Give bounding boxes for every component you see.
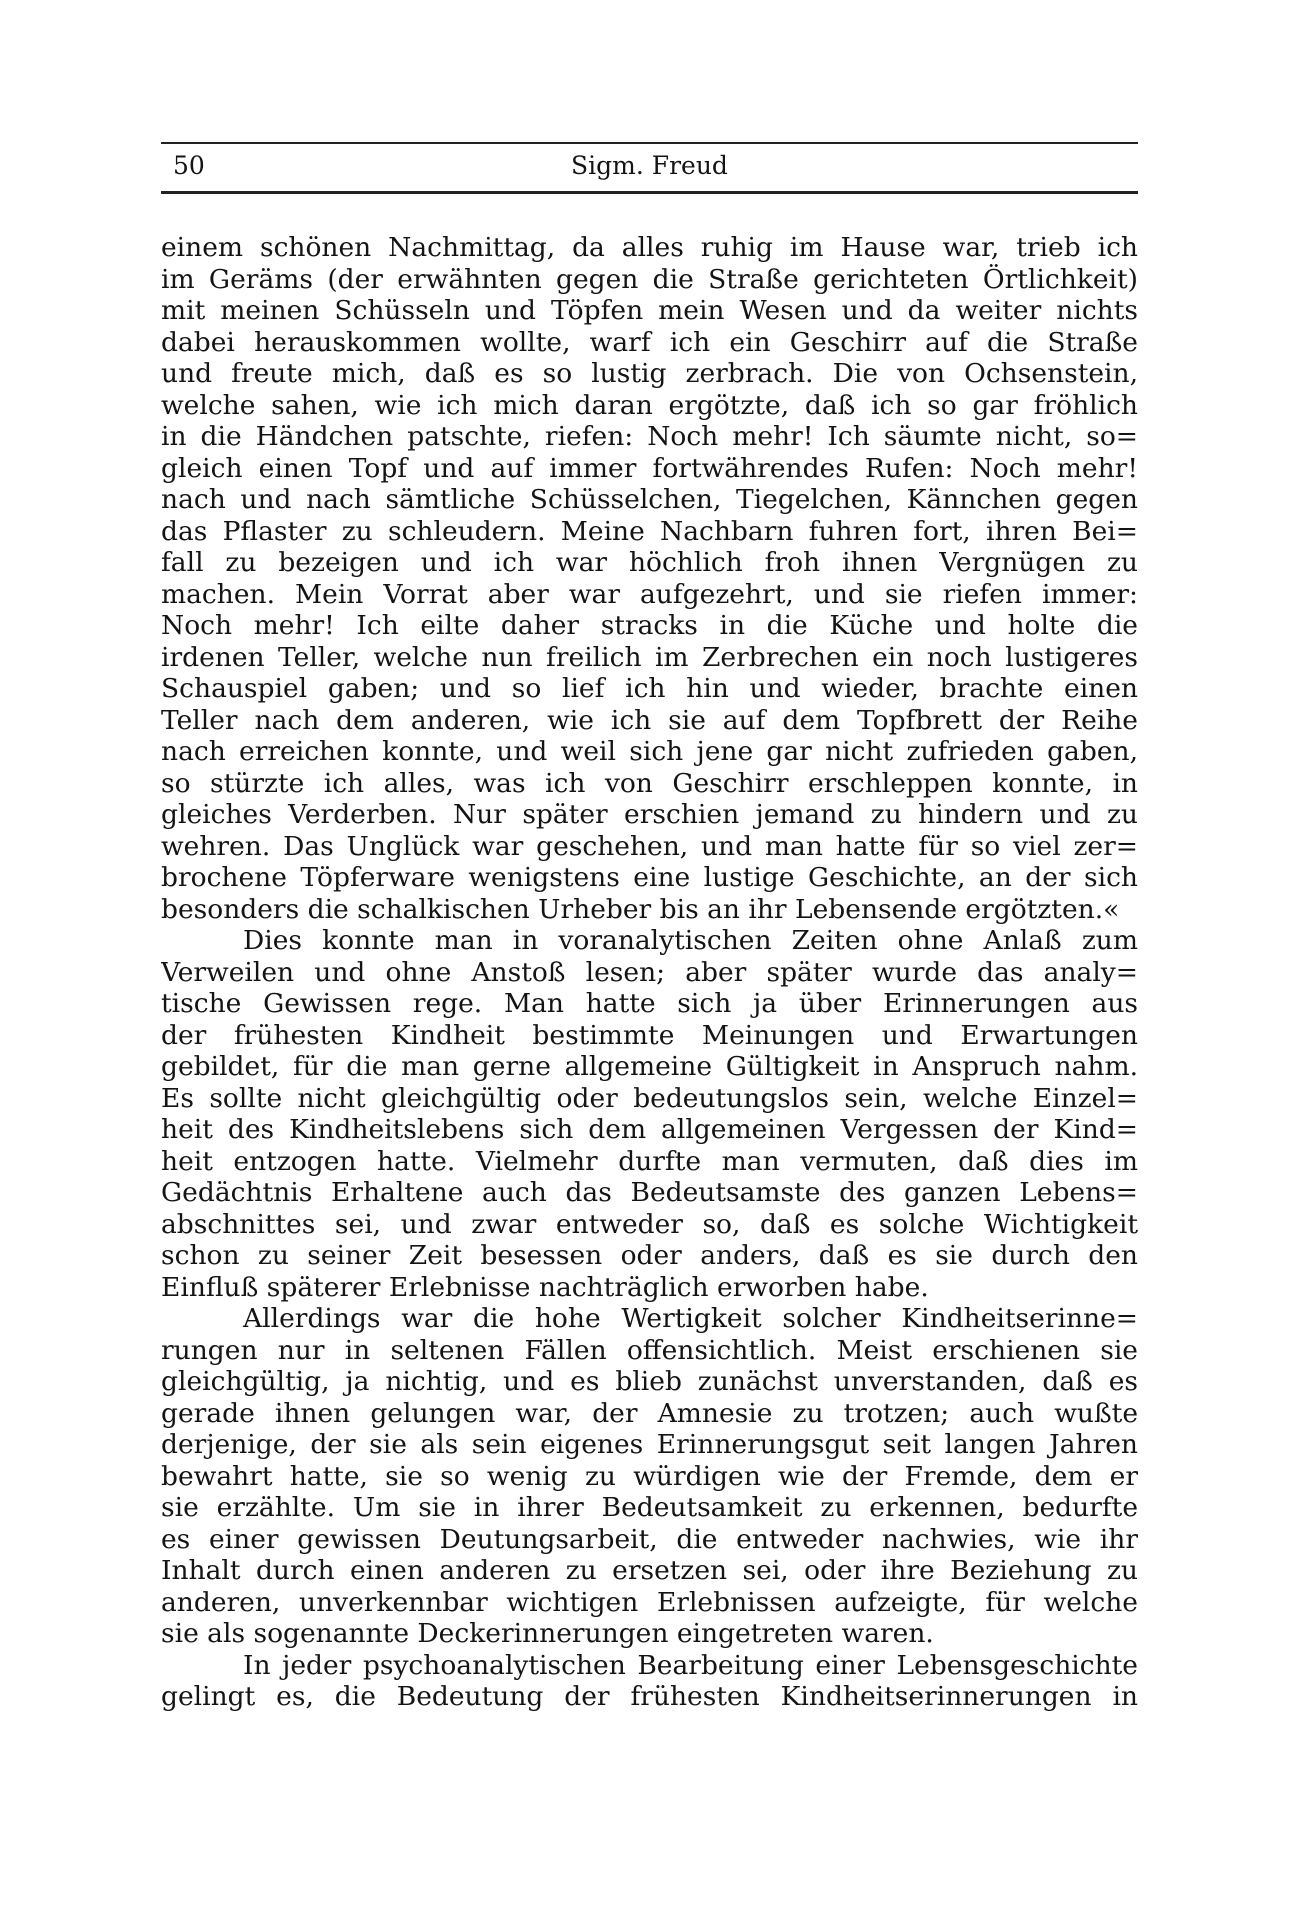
text-line: Schauspiel gaben; und so lief ich hin und wieder, brachte einen — [161, 673, 1138, 704]
text-line: sie als sogenannte Deckerinnerungen eingetreten waren. — [161, 1618, 934, 1649]
text-line: Es sollte nicht gleichgültig oder bedeutungslos sein, welche Einzel= — [161, 1082, 1138, 1114]
text-line: Noch mehr! Ich eilte daher stracks in die Küche und holte die — [161, 610, 1138, 641]
page-number: 50 — [173, 151, 205, 180]
text-line: Dies konnte man in voranalytischen Zeiten ohne Anlaß zum — [243, 925, 1138, 956]
text-line: brochene Töpferware wenigstens eine lustige Geschichte, an der sich — [161, 862, 1138, 893]
text-line: in die Händchen patschte, riefen: Noch mehr! Ich säumte nicht, so= — [161, 421, 1138, 452]
text-line: wehren. Das Unglück war geschehen, und man hatte für so viel zer= — [161, 830, 1138, 862]
text-line: nach und nach sämtliche Schüsselchen, Tiegelchen, Kännchen gegen — [161, 484, 1138, 515]
text-line: der frühesten Kindheit bestimmte Meinungen und Erwartungen — [161, 1019, 1138, 1051]
text-line: heit entzogen hatte. Vielmehr durfte man vermuten, daß dies im — [161, 1145, 1138, 1177]
text-line: besonders die schalkischen Urheber bis an ihr Lebensende ergötzten.« — [161, 893, 1120, 925]
text-line: im Geräms (der erwähnten gegen die Straße gerichteten Örtlichkeit) — [161, 263, 1138, 295]
text-line: anderen, unverkennbar wichtigen Erlebnissen aufzeigte, für welche — [161, 1586, 1138, 1618]
text-line: Gedächtnis Erhaltene auch das Bedeutsamste des ganzen Lebens= — [161, 1177, 1138, 1208]
text-line: welche sahen, wie ich mich daran ergötzte, daß ich so gar fröhlich — [161, 389, 1138, 421]
text-line: sie erzählte. Um sie in ihrer Bedeutsamkeit zu erkennen, bedurfte — [161, 1492, 1138, 1523]
text-line: gleich einen Topf und auf immer fortwährendes Rufen: Noch mehr! — [161, 452, 1138, 484]
text-line: Inhalt durch einen anderen zu ersetzen sei, oder ihre Beziehung zu — [161, 1555, 1138, 1586]
text-line: das Pflaster zu schleudern. Meine Nachbarn fuhren fort, ihren Bei= — [161, 515, 1138, 547]
text-line: schon zu seiner Zeit besessen oder anders, daß es sie durch den — [161, 1240, 1138, 1271]
text-line: gleichgültig, ja nichtig, und es blieb zunächst unverstanden, daß es — [161, 1366, 1138, 1397]
text-line: mit meinen Schüsseln und Töpfen mein Wesen und da weiter nichts — [161, 295, 1138, 326]
text-line: Einfluß späterer Erlebnisse nachträglich erworben habe. — [161, 1271, 929, 1303]
text-line: rungen nur in seltenen Fällen offensichtlich. Meist erschienen sie — [161, 1334, 1138, 1366]
text-line: derjenige, der sie als sein eigenes Erinnerungsgut seit langen Jahren — [161, 1429, 1138, 1460]
running-head-title: Sigm. Freud — [571, 151, 728, 180]
text-line: gleiches Verderben. Nur später erschien jemand zu hindern und zu — [161, 799, 1138, 830]
text-line: Teller nach dem anderen, wie ich sie auf dem Topfbrett der Reihe — [161, 704, 1138, 736]
text-line: Verweilen und ohne Anstoß lesen; aber später wurde das analy= — [161, 956, 1138, 988]
text-line: irdenen Teller, welche nun freilich im Zerbrechen ein noch lustigeres — [161, 641, 1138, 673]
header-rule-top — [161, 142, 1138, 144]
text-line: dabei herauskommen wollte, warf ich ein Geschirr auf die Straße — [161, 326, 1138, 358]
body-text — [161, 232, 1138, 1713]
text-line: nach erreichen konnte, und weil sich jene gar nicht zufrieden gaben, — [161, 736, 1138, 767]
text-line: bewahrt hatte, sie so wenig zu würdigen wie der Fremde, dem er — [161, 1460, 1138, 1492]
text-line: gerade ihnen gelungen war, der Amnesie zu trotzen; auch wußte — [161, 1397, 1138, 1429]
text-line: einem schönen Nachmittag, da alles ruhig im Hause war, trieb ich — [161, 232, 1138, 263]
text-line: fall zu bezeigen und ich war höchlich froh ihnen Vergnügen zu — [161, 547, 1138, 578]
text-line: abschnittes sei, und zwar entweder so, daß es solche Wichtigkeit — [161, 1208, 1138, 1240]
text-line: In jeder psychoanalytischen Bearbeitung einer Lebensgeschichte — [243, 1649, 1138, 1681]
text-line: gebildet, für die man gerne allgemeine Gültigkeit in Anspruch nahm. — [161, 1051, 1138, 1082]
text-line: Allerdings war die hohe Wertigkeit solcher Kindheitserinne= — [243, 1303, 1138, 1334]
running-header — [161, 150, 1138, 194]
text-line: tische Gewissen rege. Man hatte sich ja über Erinnerungen aus — [161, 988, 1138, 1019]
text-line: gelingt es, die Bedeutung der frühesten Kindheitserinnerungen in — [161, 1681, 1138, 1712]
text-line: und freute mich, daß es so lustig zerbrach. Die von Ochsenstein, — [161, 358, 1138, 389]
header-rule-bottom — [161, 191, 1138, 194]
text-line: heit des Kindheitslebens sich dem allgemeinen Vergessen der Kind= — [161, 1114, 1138, 1145]
text-line: machen. Mein Vorrat aber war aufgezehrt, und sie riefen immer: — [161, 578, 1138, 610]
text-line: so stürzte ich alles, was ich von Geschirr erschleppen konnte, in — [161, 767, 1138, 799]
text-line: es einer gewissen Deutungsarbeit, die entweder nachwies, wie ihr — [161, 1523, 1138, 1555]
